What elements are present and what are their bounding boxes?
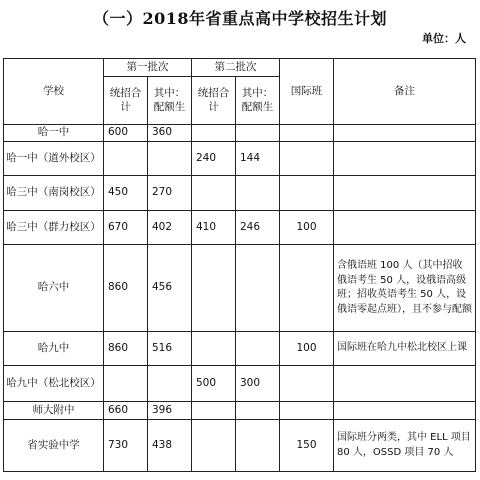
header-notes: 备注	[334, 59, 476, 125]
note: 国际班在哈九中松北校区上课	[334, 332, 476, 366]
b2-total	[192, 245, 236, 332]
b2-quota: 300	[236, 366, 280, 402]
b1-quota: 360	[148, 125, 192, 142]
table-row	[4, 420, 476, 472]
table-row	[4, 142, 476, 176]
b1-total: 860	[104, 332, 148, 366]
school-name: 哈九中	[4, 332, 104, 366]
header-batch2: 第二批次	[192, 59, 280, 77]
header-school: 学校	[4, 59, 104, 125]
note	[334, 366, 476, 402]
table-row	[4, 176, 476, 211]
b2-quota	[236, 420, 280, 472]
table-row	[4, 402, 476, 420]
school-name: 师大附中	[4, 402, 104, 420]
intl-count	[280, 366, 334, 402]
header-b1-total: 统招合计	[104, 77, 148, 125]
table-row	[4, 245, 476, 332]
table-row	[4, 125, 476, 142]
school-name: 哈三中（南岗校区）	[4, 176, 104, 211]
school-name: 哈三中（群力校区）	[4, 211, 104, 245]
header-intl: 国际班	[280, 59, 334, 125]
intl-count	[280, 402, 334, 420]
b2-quota	[236, 125, 280, 142]
intl-count	[280, 176, 334, 211]
note: 含俄语班 100 人（其中招收俄语考生 50 人，设俄语高级班；招收英语考生 50 人，设俄语零起点班），且不参与配额	[334, 245, 476, 332]
header-b1-quota: 其中：配额生	[148, 77, 192, 125]
b2-quota	[236, 402, 280, 420]
b2-quota: 144	[236, 142, 280, 176]
note	[334, 176, 476, 211]
b1-total: 670	[104, 211, 148, 245]
b2-quota	[236, 245, 280, 332]
table-row	[4, 211, 476, 245]
school-name: 哈一中	[4, 125, 104, 142]
intl-count: 150	[280, 420, 334, 472]
b1-total: 730	[104, 420, 148, 472]
b2-total	[192, 125, 236, 142]
b1-total	[104, 142, 148, 176]
intl-count	[280, 125, 334, 142]
b1-quota: 438	[148, 420, 192, 472]
note	[334, 125, 476, 142]
b2-total: 240	[192, 142, 236, 176]
b2-total	[192, 420, 236, 472]
b1-quota	[148, 142, 192, 176]
b1-quota: 402	[148, 211, 192, 245]
b1-quota: 516	[148, 332, 192, 366]
intl-count: 100	[280, 211, 334, 245]
b2-quota	[236, 332, 280, 366]
intl-count: 100	[280, 332, 334, 366]
b2-total	[192, 176, 236, 211]
header-row-1	[4, 59, 476, 77]
b2-quota: 246	[236, 211, 280, 245]
school-name: 哈九中（松北校区）	[4, 366, 104, 402]
b1-quota: 456	[148, 245, 192, 332]
page-title: （一）2018年省重点高中学校招生计划	[92, 9, 388, 28]
unit-label: 单位：人	[422, 32, 466, 45]
enrollment-table	[3, 58, 476, 472]
b2-total	[192, 332, 236, 366]
header-b2-quota: 其中：配额生	[236, 77, 280, 125]
header-b2-total: 统招合计	[192, 77, 236, 125]
b1-total: 660	[104, 402, 148, 420]
note: 国际班分两类，其中 ELL 项目 80 人，OSSD 项目 70 人	[334, 420, 476, 472]
school-name: 哈一中（道外校区）	[4, 142, 104, 176]
b2-total	[192, 402, 236, 420]
note	[334, 142, 476, 176]
table-row	[4, 366, 476, 402]
b1-quota: 396	[148, 402, 192, 420]
b1-total: 600	[104, 125, 148, 142]
school-name: 哈六中	[4, 245, 104, 332]
b2-total: 500	[192, 366, 236, 402]
note	[334, 402, 476, 420]
table-row	[4, 332, 476, 366]
note	[334, 211, 476, 245]
intl-count	[280, 142, 334, 176]
b1-total: 860	[104, 245, 148, 332]
header-batch1: 第一批次	[104, 59, 192, 77]
b2-quota	[236, 176, 280, 211]
b1-quota: 270	[148, 176, 192, 211]
intl-count	[280, 245, 334, 332]
b1-total	[104, 366, 148, 402]
b1-total: 450	[104, 176, 148, 211]
school-name: 省实验中学	[4, 420, 104, 472]
b2-total: 410	[192, 211, 236, 245]
b1-quota	[148, 366, 192, 402]
